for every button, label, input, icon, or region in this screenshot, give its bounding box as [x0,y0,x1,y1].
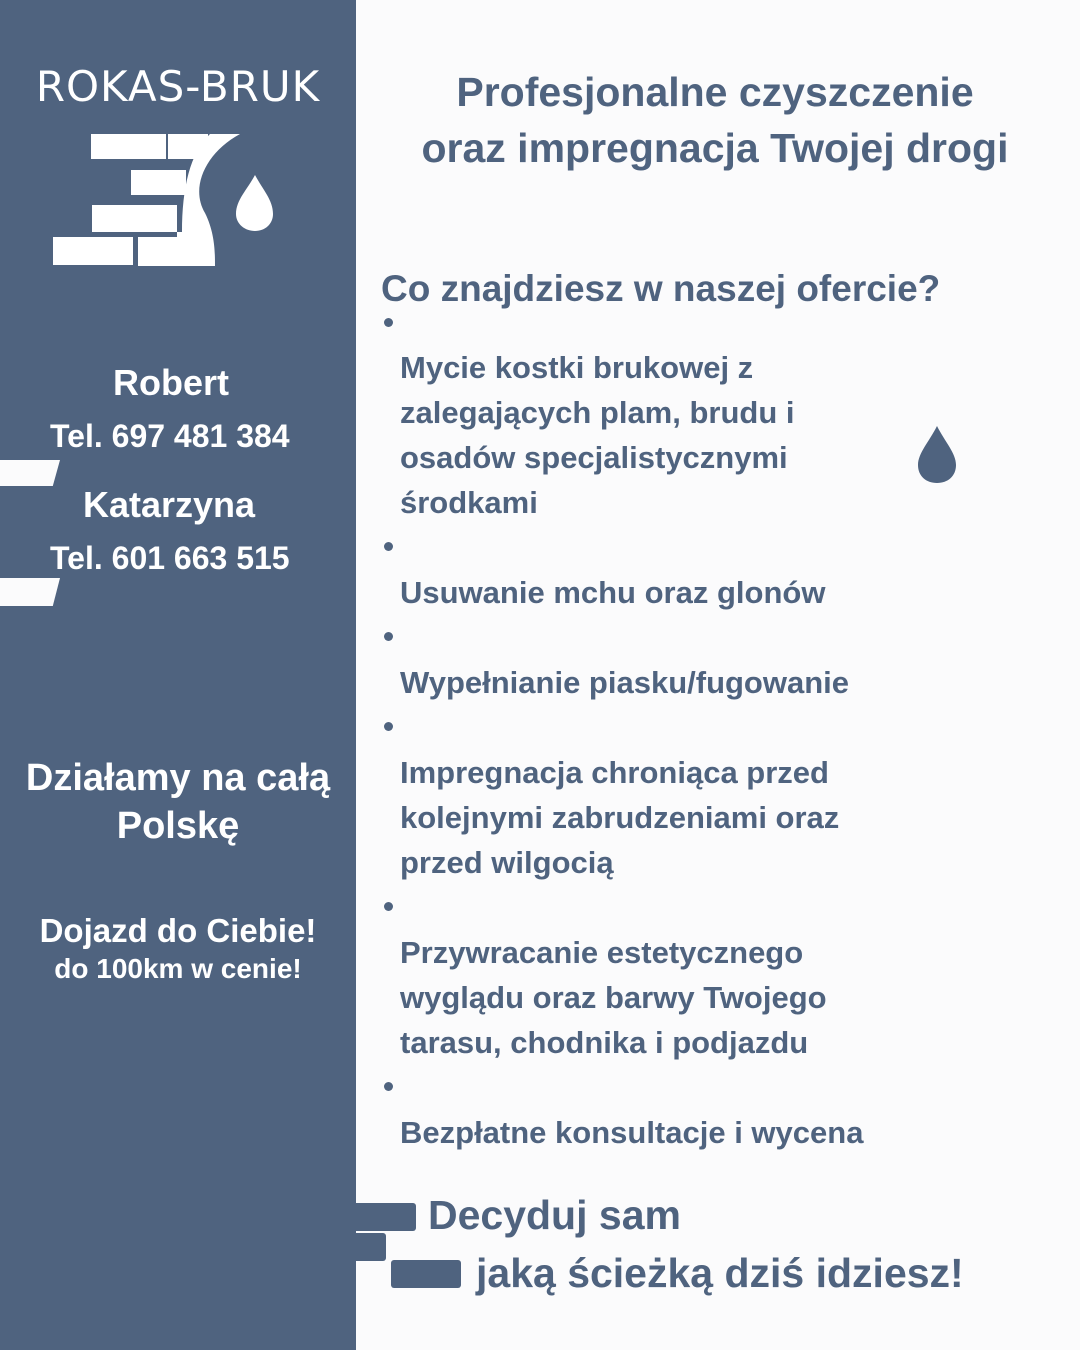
offer-item-1-line-1: Mycie kostki brukowej z [400,350,754,385]
contact-name-robert: Robert [113,362,229,403]
offer-item-2 [400,570,960,615]
decor-bar-1 [350,1203,416,1231]
offer-item-6-line-1: Bezpłatne konsultacje i wycena [400,1115,864,1150]
slogan-line-2: jaką ścieżką dziś idziesz! [476,1250,964,1296]
decor-stripe-1 [0,460,60,486]
offer-item-2-line-1: Usuwanie mchu oraz glonów [400,575,826,610]
travel-line-2: do 100km w cenie! [54,953,302,984]
offer-item-6 [400,1110,960,1155]
offer-item-3-line-1: Wypełnianie piasku/fugowanie [400,665,850,700]
decor-bar-2 [350,1233,386,1261]
contact-name-katarzyna: Katarzyna [82,484,256,525]
decor-bar-3 [391,1260,461,1288]
offer-item-4-line-2: kolejnymi zabrudzeniami oraz [400,800,840,835]
offer-item-1 [400,345,960,525]
bullet-dot [384,632,393,641]
bullet-dot [384,722,393,731]
bullet-dot [384,1082,393,1091]
contact-phone-katarzyna[interactable]: Tel. 601 663 515 [50,540,290,576]
coverage-text [0,754,356,850]
bullet-dot [384,542,393,551]
coverage-line-2: Polskę [116,805,240,847]
slogan-line-1: Decyduj sam [428,1192,681,1238]
offer-item-1-line-2: zalegających plam, brudu i [400,395,795,430]
sidebar [0,0,356,1350]
offer-item-3 [400,660,960,705]
offer-item-5-line-1: Przywracanie estetycznego [400,935,804,970]
main-title-line-1: Profesjonalne czyszczenie [456,69,974,115]
offer-item-5-line-3: tarasu, chodnika i podjazdu [400,1025,809,1060]
offer-item-4-line-3: przed wilgocią [400,845,614,880]
offer-item-4 [400,750,960,885]
brand-name: ROKAS-BRUK [35,62,321,111]
main-title [380,64,1050,176]
offer-item-1-line-4: środkami [400,485,538,520]
brick-logo-icon [50,128,280,273]
offer-item-5 [400,930,960,1065]
contact-phone-robert[interactable]: Tel. 697 481 384 [50,418,290,454]
decor-stripe-2 [0,578,60,606]
offer-item-4-line-1: Impregnacja chroniąca przed [400,755,829,790]
main-title-line-2: oraz impregnacja Twojej drogi [421,125,1009,171]
offer-heading: Co znajdziesz w naszej ofercie? [381,268,941,309]
coverage-line-1: Działamy na całą [25,757,331,799]
bullet-dot [384,902,393,911]
water-drop-icon [916,426,958,484]
travel-line-1: Dojazd do Ciebie! [39,912,317,949]
offer-item-5-line-2: wyglądu oraz barwy Twojego [400,980,827,1015]
bullet-dot [384,318,393,327]
travel-text [0,910,356,986]
offer-item-1-line-3: osadów specjalistycznymi [400,440,788,475]
